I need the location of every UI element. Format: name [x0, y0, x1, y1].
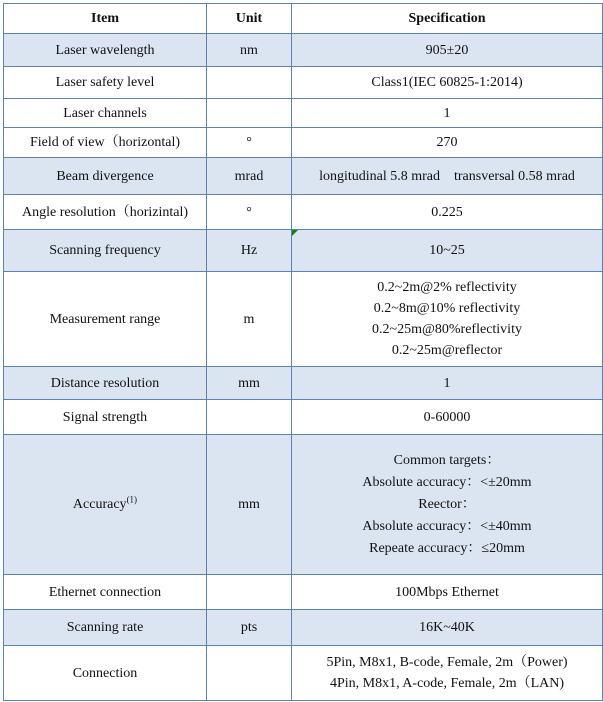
spec-line: 0.2~25m@80%reflectivity [372, 322, 522, 337]
cell-item: Scanning rate [4, 610, 207, 646]
cell-item: Beam divergence [4, 158, 207, 195]
cell-spec [292, 575, 603, 610]
comment-marker-icon [292, 230, 298, 236]
header-row [4, 4, 603, 34]
spec-line: 100Mbps Ethernet [395, 584, 499, 600]
cell-unit [207, 99, 292, 128]
cell-item: Angle resolution（horizintal) [4, 195, 207, 230]
table-row-angle-resolution [4, 195, 603, 230]
cell-spec [292, 195, 603, 230]
cell-spec [292, 272, 603, 367]
table-row-connection [4, 646, 603, 701]
table-row-signal-strength [4, 400, 603, 435]
cell-unit [207, 400, 292, 435]
table-row-field-of-view [4, 128, 603, 158]
spec-line: 0.2~8m@10% reflectivity [373, 301, 521, 316]
cell-unit [207, 67, 292, 99]
spec-line: 0.225 [431, 204, 463, 220]
header-item: Item [4, 4, 207, 34]
cell-spec [292, 128, 603, 158]
cell-spec [292, 230, 603, 272]
cell-unit: m [207, 272, 292, 367]
spec-line: 1 [443, 105, 451, 121]
cell-item: Scanning frequency [4, 230, 207, 272]
cell-unit: nm [207, 34, 292, 67]
table-row-beam-divergence [4, 158, 603, 195]
cell-unit: mm [207, 435, 292, 575]
cell-unit: Hz [207, 230, 292, 272]
header-specification: Specification [292, 4, 603, 34]
spec-line: 5Pin, M8x1, B-code, Female, 2m（Power) [326, 655, 568, 670]
cell-item: Connection [4, 646, 207, 701]
table-row-laser-safety-level [4, 67, 603, 99]
cell-spec [292, 158, 603, 195]
table-row-measurement-range [4, 272, 603, 367]
cell-unit [207, 646, 292, 701]
cell-unit [207, 575, 292, 610]
spec-line: Repeate accuracy：≤20mm [369, 540, 525, 556]
spec-line: 0.2~25m@reflector [391, 343, 503, 358]
table-row-ethernet-connection [4, 575, 603, 610]
table-row-scanning-frequency [4, 230, 603, 272]
cell-spec [292, 610, 603, 646]
table-row-laser-channels [4, 99, 603, 128]
spec-line: Absolute accuracy：<±20mm [362, 474, 532, 490]
cell-item: Laser wavelength [4, 34, 207, 67]
cell-unit: ° [207, 195, 292, 230]
spec-line: Class1(IEC 60825-1:2014) [371, 75, 523, 90]
table-row-accuracy [4, 435, 603, 575]
cell-spec [292, 435, 603, 575]
cell-item: Laser safety level [4, 67, 207, 99]
spec-line: 270 [436, 135, 458, 150]
spec-line: 905±20 [425, 42, 469, 58]
accuracy-label: Accuracy [72, 497, 127, 512]
cell-unit: ° [207, 128, 292, 158]
cell-item: Field of view（horizontal) [4, 128, 207, 158]
spec-line: 1 [443, 375, 451, 391]
cell-unit: pts [207, 610, 292, 646]
spec-line: 0-60000 [423, 409, 471, 425]
spec-line: 4Pin, M8x1, A-code, Female, 2m（LAN) [329, 676, 565, 691]
spec-line: Absolute accuracy：<±40mm [362, 518, 532, 534]
spec-line: 16K~40K [419, 620, 475, 635]
cell-spec [292, 400, 603, 435]
cell-item: Distance resolution [4, 367, 207, 400]
spec-line: 10~25 [429, 243, 465, 258]
cell-item: Signal strength [4, 400, 207, 435]
footnote-marker: (1) [126, 494, 138, 505]
cell-spec [292, 99, 603, 128]
cell-spec [292, 34, 603, 67]
cell-item: Measurement range [4, 272, 207, 367]
cell-item [4, 435, 207, 575]
table-row-scanning-rate [4, 610, 603, 646]
header-unit: Unit [207, 4, 292, 34]
spec-line: longitudinal 5.8 mrad transversal 0.58 mrad [319, 168, 575, 184]
table-row-distance-resolution [4, 367, 603, 400]
cell-spec [292, 367, 603, 400]
spec-line: Common targets： [393, 452, 501, 468]
table-row-laser-wavelength [4, 34, 603, 67]
cell-item: Laser channels [4, 99, 207, 128]
spec-line: 0.2~2m@2% reflectivity [377, 280, 517, 295]
cell-spec [292, 646, 603, 701]
spec-line: Reector： [418, 496, 476, 512]
specification-table [3, 3, 603, 701]
cell-unit: mm [207, 367, 292, 400]
cell-unit: mrad [207, 158, 292, 195]
cell-item: Ethernet connection [4, 575, 207, 610]
cell-spec [292, 67, 603, 99]
